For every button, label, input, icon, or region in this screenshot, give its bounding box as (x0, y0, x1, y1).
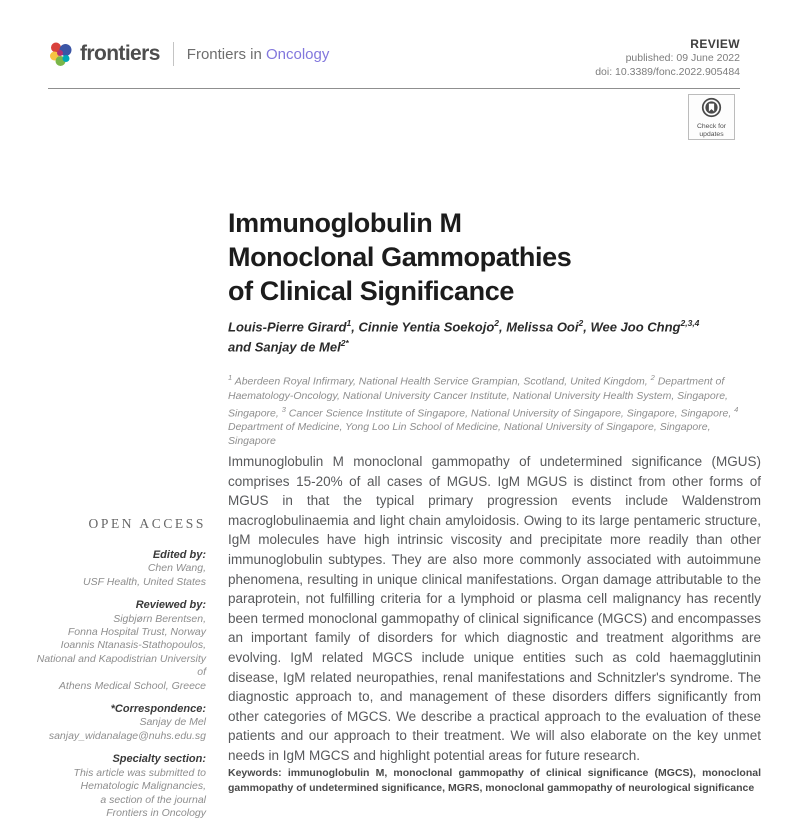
article-type-label: REVIEW (690, 37, 740, 51)
open-access-label: OPEN ACCESS (88, 516, 206, 531)
sidebar-block-line: Fonna Hospital Trust, Norway (67, 626, 206, 639)
sidebar-block-label: *Correspondence: (110, 703, 206, 716)
sidebar-block-line: Sanjay de Mel (139, 716, 206, 729)
keywords: Keywords: immunoglobulin M, monoclonal gammopathy of clinical significance (MGCS), monoclonal gammopathy of undetermined significance, MGRS, monoclonal gammopathy of neurological significance (228, 767, 761, 794)
sidebar-block-line: Athens Medical School, Greece (58, 679, 206, 692)
sidebar-block (28, 599, 206, 693)
sidebar-block (28, 703, 206, 743)
publication-meta (595, 37, 740, 79)
sidebar-block-label: Edited by: (152, 549, 206, 561)
sidebar (28, 516, 206, 830)
header-rule (48, 88, 740, 89)
sidebar-block-line: Frontiers in Oncology (106, 806, 206, 819)
sidebar-block-line: This article was submitted to (73, 766, 206, 779)
authors: Louis-Pierre Girard$^1$, Cinnie Yentia Soekojo$^2$, Melissa Ooi$^2$, Wee Joo Chng$^{2,3,4}$ and Sanjay de Mel$^{2*}$ (228, 318, 700, 355)
journal-header (48, 38, 329, 70)
sidebar-block-line: National and Kapodistrian University of (36, 652, 206, 679)
correspondence-email[interactable]: sanjay_widanalage@nuhs.edu.sg (48, 729, 206, 742)
journal-name-highlight: Oncology (265, 45, 330, 63)
check-for-updates-badge[interactable] (688, 94, 735, 140)
journal-name-prefix: Frontiers in (186, 45, 262, 63)
sidebar-block-line: Sigbjørn Berentsen, (113, 612, 206, 625)
sidebar-block-line: USF Health, United States (83, 575, 206, 588)
journal-name (187, 46, 330, 63)
check-for-updates-label: Check for updates (696, 123, 727, 138)
affiliations: $^1$ Aberdeen Royal Infirmary, National Health Service Grampian, Scotland, United Kingdom, $^2$ Department of Haematology-Oncology, National University Cancer Institute, National University Health System, Singapore, Singapore, $^3$ Cancer Science Institute of Singapore, National University of Singapore, Singapore, Singapore, $^4$ Department of Medicine, Yong Loo Lin School of Medicine, National University of Singapore, Singapore, Singapore (228, 373, 739, 447)
sidebar-block (28, 549, 206, 589)
sidebar-block-label: Reviewed by: (135, 599, 206, 612)
article-title: Immunoglobulin M Monoclonal Gammopathies of Clinical Significance (228, 208, 572, 306)
sidebar-block-line: Hematologic Malignancies, (80, 780, 206, 793)
sidebar-block (28, 753, 206, 820)
sidebar-block-line: Chen Wang, (147, 562, 206, 575)
sidebar-block-line: a section of the journal (100, 793, 206, 806)
sidebar-block-label: Specialty section: (112, 753, 206, 766)
abstract-text: Immunoglobulin M monoclonal gammopathy of undetermined significance (MGUS) comprises 15-20% of all cases of MGUS. IgM MGUS is distinct from other forms of MGUS in that the typical primary progression events include Waldenstrom macroglobulinaemia and light chain amyloidosis. Owing to its large pentameric structure, IgM molecules have high intrinsic viscosity and precipitate more readily than other immunoglobulin subtypes. They are also more commonly associated with autoimmune phenomena, resulting in unique clinical manifestations. Organ damage attributable to the paraprotein, not fulfilling criteria for a lymphoid or plasma cell malignancy has recently been termed monoclonal gammopathy of clinical significance (MGCS) and encompasses an important family of disorders for which diagnostic and treatment algorithms are evolving. IgM related MGCS include unique entities such as cold haemagglutinin disease, IgM related neuropathies, renal manifestations and Schnitzler's syndrome. The diagnostic approach to, and management of these disorders differs significantly from other categories of MGCS. We describe a practical approach to the evaluation of these patients and our approach to their treatment. We will also elaborate on the key unmet needs in IgM MGCS and highlight potential areas for future research. (228, 454, 761, 763)
frontiers-logo-icon (48, 41, 74, 67)
sidebar-blocks (28, 549, 206, 820)
header-divider (173, 42, 174, 66)
sidebar-block-line: Ioannis Ntanasis-Stathopoulos, (60, 639, 206, 652)
published-date: published: 09 June 2022 (625, 52, 740, 64)
doi: doi: 10.3389/fonc.2022.905484 (595, 65, 740, 78)
frontiers-logo-text: frontiers (80, 42, 160, 65)
crossmark-icon (701, 97, 722, 118)
